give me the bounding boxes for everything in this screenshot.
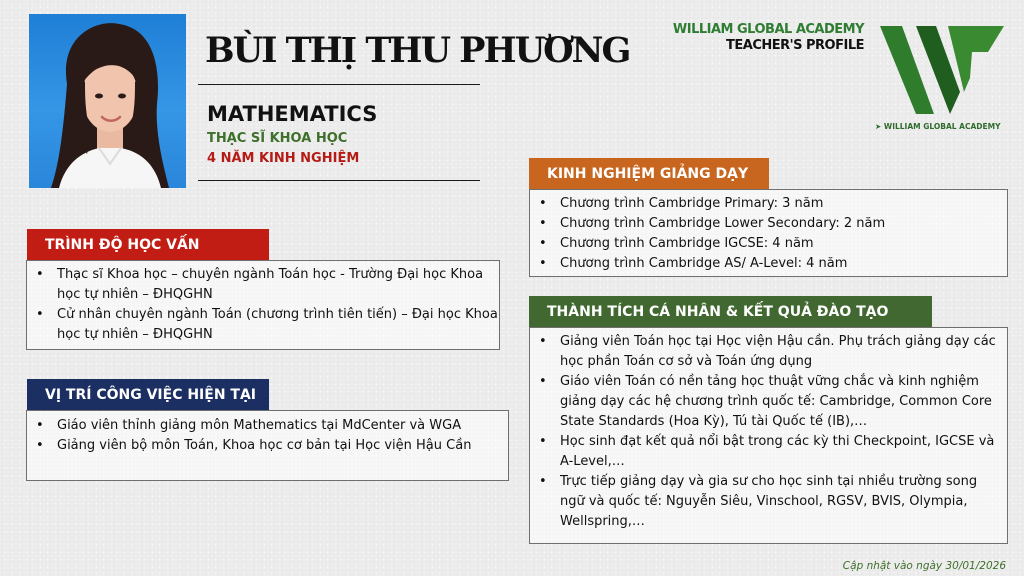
list-item: • Giảng viên bộ môn Toán, Khoa học cơ bản tại Học viện Hậu Cần <box>27 436 508 456</box>
list-item: • Chương trình Cambridge AS/ A-Level: 4 năm <box>530 254 1007 274</box>
position-box <box>26 410 509 481</box>
degree-label: THẠC SĨ KHOA HỌC <box>207 131 348 146</box>
teaching-section-title: KINH NGHIỆM GIẢNG DẠY <box>529 158 769 190</box>
name-divider <box>198 84 480 85</box>
achievements-list <box>530 332 999 532</box>
academy-title: WILLIAM GLOBAL ACADEMY <box>672 22 864 37</box>
list-item: • Trực tiếp giảng dạy và gia sư cho học sinh tại nhiều trường song ngữ và quốc tế: Nguyễn Siêu, Vinschool, RGSV, BVIS, Olympia, Wellspring,… <box>530 472 999 532</box>
list-item: • Học sinh đạt kết quả nổi bật trong các kỳ thi Checkpoint, IGCSE và A-Level,… <box>530 432 999 472</box>
list-item: • Giáo viên Toán có nền tảng học thuật vững chắc và kinh nghiệm giảng dạy các hệ chương trình quốc tế: Cambridge, Common Core State Standards (Hoa Kỳ), Tú tài Quốc tế (IB),… <box>530 372 999 432</box>
subject-label: MATHEMATICS <box>207 102 378 126</box>
list-item: • Giảng viên Toán học tại Học viện Hậu cần. Phụ trách giảng dạy các học phần Toán cơ sở và Toán ứng dụng <box>530 332 999 372</box>
list-item: • Chương trình Cambridge IGCSE: 4 năm <box>530 234 1007 254</box>
logo-caption: ➤ WILLIAM GLOBAL ACADEMY <box>875 122 1001 131</box>
profile-title: TEACHER'S PROFILE <box>726 38 864 53</box>
teacher-name: BÙI THỊ THU PHƯƠNG <box>205 30 630 71</box>
updated-date: Cập nhật vào ngày 30/01/2026 <box>842 560 1006 572</box>
list-item: • Chương trình Cambridge Lower Secondary: 2 năm <box>530 214 1007 234</box>
arrow-icon: ➤ <box>875 122 882 131</box>
experience-label: 4 NĂM KINH NGHIỆM <box>207 151 360 166</box>
list-item: • Chương trình Cambridge Primary: 3 năm <box>530 194 1007 214</box>
achievements-box <box>529 327 1008 544</box>
info-divider <box>198 180 480 181</box>
teaching-list <box>530 194 1007 274</box>
teacher-photo <box>29 14 186 188</box>
william-global-academy-logo-icon <box>876 22 1008 122</box>
list-item: • Cử nhân chuyên ngành Toán (chương trình tiên tiến) – Đại học Khoa học tự nhiên – ĐHQGHN <box>27 305 499 345</box>
position-section-title: VỊ TRÍ CÔNG VIỆC HIỆN TẠI <box>27 379 269 411</box>
education-box <box>26 260 500 350</box>
list-item: • Thạc sĩ Khoa học – chuyên ngành Toán học - Trường Đại học Khoa học tự nhiên – ĐHQGHN <box>27 265 499 305</box>
education-section-title: TRÌNH ĐỘ HỌC VẤN <box>27 229 269 261</box>
list-item: • Giáo viên thỉnh giảng môn Mathematics tại MdCenter và WGA <box>27 416 508 436</box>
achievements-section-title: THÀNH TÍCH CÁ NHÂN & KẾT QUẢ ĐÀO TẠO <box>529 296 932 328</box>
position-list <box>27 416 508 456</box>
education-list <box>27 265 499 345</box>
teaching-box <box>529 189 1008 277</box>
